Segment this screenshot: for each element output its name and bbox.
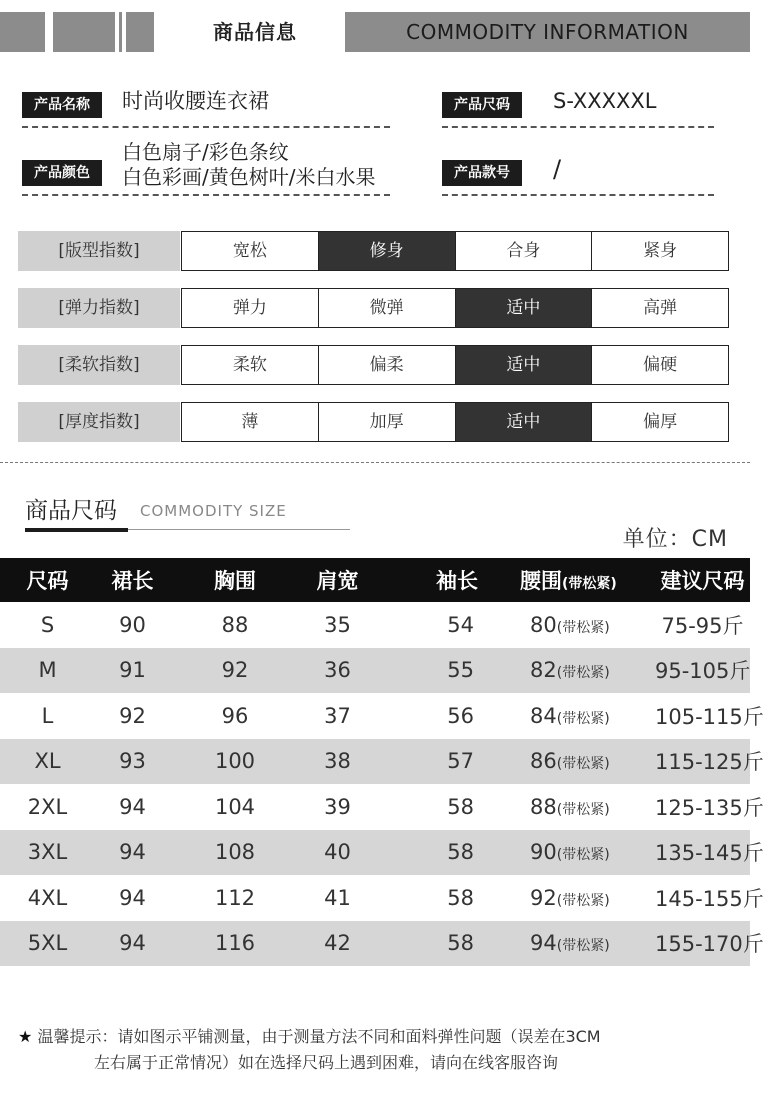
divider <box>442 126 714 128</box>
col-header-recommend: 建议尺码 <box>655 558 750 602</box>
cell-size: 2XL <box>27 794 68 819</box>
cell-length: 94 <box>95 921 170 967</box>
table-row <box>0 921 750 967</box>
product-size-value: S-XXXXXL <box>553 89 657 113</box>
page-title: 商品信息 <box>213 20 297 44</box>
cell-sleeve-value: 57 <box>447 749 474 774</box>
col-header-sleeve <box>375 558 520 602</box>
cell-sleeve-value: 58 <box>447 885 474 910</box>
cell-sleeve <box>375 784 520 830</box>
header-decor-block <box>0 12 45 52</box>
index-label: [弹力指数] <box>18 288 180 328</box>
index-option-selected: 适中 <box>456 403 593 441</box>
index-option: 偏柔 <box>319 346 456 384</box>
cell-sleeve <box>375 739 520 785</box>
cell-waist-value: 92 <box>530 885 557 910</box>
cell-length: 90 <box>119 612 146 637</box>
cell-bust: 104 <box>214 794 256 819</box>
header-decor-block <box>126 12 154 52</box>
cell-bust: 96 <box>221 703 249 728</box>
table-row <box>0 602 750 648</box>
index-label: [厚度指数] <box>18 402 180 442</box>
table-row <box>0 830 750 876</box>
cell-sleeve-value: 55 <box>447 658 474 683</box>
cell-waist-value: 86 <box>530 749 557 774</box>
cell-sleeve <box>375 830 520 876</box>
index-option-selected: 修身 <box>319 232 456 270</box>
cell-waist <box>520 648 655 694</box>
cell-waist <box>520 830 655 876</box>
divider <box>22 126 390 128</box>
index-option: 薄 <box>182 403 319 441</box>
cell-length: 93 <box>95 739 170 785</box>
col-header-sleeve-text: 袖长 <box>436 569 478 593</box>
index-option-selected: 适中 <box>456 346 593 384</box>
index-options <box>181 345 729 385</box>
cell-size: XL <box>0 739 95 785</box>
cell-sleeve-value: 58 <box>447 794 474 819</box>
cell-bust: 100 <box>170 739 300 785</box>
product-color-label: 产品颜色 <box>22 160 102 186</box>
index-option-selected: 适中 <box>456 289 593 327</box>
cell-waist <box>520 921 655 967</box>
size-section-title-en: COMMODITY SIZE <box>140 502 287 520</box>
cell-recommend: 125-135斤 <box>655 795 764 820</box>
col-header-waist-text: 腰围 <box>520 569 562 593</box>
product-model-value: / <box>553 155 562 183</box>
cell-waist-note: (带松紧) <box>556 847 610 864</box>
cell-length: 94 <box>119 885 146 910</box>
cell-size: 3XL <box>0 830 95 876</box>
cell-sleeve <box>375 921 520 967</box>
index-option: 紧身 <box>643 241 678 261</box>
index-row-softness <box>18 345 728 385</box>
product-color-line2: 白色彩画/黄色树叶/米白水果 <box>122 165 376 189</box>
col-header-waist <box>520 558 655 602</box>
cell-shoulder: 41 <box>324 885 351 910</box>
cell-sleeve <box>375 648 520 694</box>
cell-waist-note: (带松紧) <box>556 892 610 909</box>
table-row <box>0 739 750 785</box>
cell-waist <box>520 693 655 739</box>
index-option: 微弹 <box>319 289 456 327</box>
star-icon: ★ <box>18 1027 33 1046</box>
cell-sleeve-value: 54 <box>447 612 474 637</box>
cell-sleeve-value: 58 <box>447 931 474 956</box>
cell-sleeve <box>375 602 520 648</box>
cell-recommend: 75-95斤 <box>661 613 744 638</box>
index-option: 柔软 <box>182 346 319 384</box>
cell-shoulder: 38 <box>300 739 375 785</box>
table-row <box>0 693 750 739</box>
cell-waist-value: 88 <box>530 794 557 819</box>
index-option: 合身 <box>456 232 593 270</box>
cell-size: L <box>41 703 54 728</box>
title-underline <box>25 528 128 532</box>
col-header-shoulder: 肩宽 <box>300 558 375 602</box>
cell-length: 94 <box>119 794 146 819</box>
section-separator <box>0 462 750 463</box>
divider <box>442 194 714 196</box>
product-color-line1: 白色扇子/彩色条纹 <box>122 140 289 164</box>
cell-waist-note: (带松紧) <box>556 619 610 636</box>
cell-sleeve <box>375 693 520 739</box>
cell-waist-value: 84 <box>530 703 557 728</box>
cell-waist-value: 82 <box>530 658 557 683</box>
index-option: 弹力 <box>182 289 319 327</box>
index-row-elasticity <box>18 288 728 328</box>
tip-line2: 左右属于正常情况）如在选择尺码上遇到困难，请向在线客服咨询 <box>94 1053 559 1072</box>
cell-bust: 116 <box>170 921 300 967</box>
cell-size: 4XL <box>27 885 68 910</box>
tip-line1 <box>18 1024 738 1047</box>
index-option: 宽松 <box>182 232 319 270</box>
cell-bust: 88 <box>221 612 249 637</box>
cell-waist <box>520 739 655 785</box>
cell-shoulder: 36 <box>300 648 375 694</box>
cell-waist-value: 94 <box>530 931 557 956</box>
cell-sleeve-value: 58 <box>447 840 474 865</box>
cell-bust: 108 <box>170 830 300 876</box>
index-option: 加厚 <box>319 403 456 441</box>
product-size-label: 产品尺码 <box>442 92 522 118</box>
cell-waist-note: (带松紧) <box>556 756 610 773</box>
index-options <box>181 288 729 328</box>
title-underline <box>128 529 350 530</box>
cell-waist-note: (带松紧) <box>556 801 610 818</box>
header-decor-block <box>53 12 115 52</box>
cell-recommend: 95-105斤 <box>655 648 750 694</box>
product-name-value: 时尚收腰连衣裙 <box>122 89 269 113</box>
index-row-fit <box>18 231 728 271</box>
cell-shoulder: 39 <box>324 794 351 819</box>
col-header-bust: 胸围 <box>170 558 300 602</box>
cell-waist-note: (带松紧) <box>556 710 610 727</box>
cell-recommend: 115-125斤 <box>655 739 750 785</box>
cell-waist <box>520 602 655 648</box>
cell-waist <box>520 875 655 921</box>
index-options <box>181 402 729 442</box>
cell-bust: 92 <box>170 648 300 694</box>
table-header-row <box>0 558 750 602</box>
col-header-waist-note: (带松紧) <box>562 576 617 592</box>
cell-recommend: 105-115斤 <box>655 704 764 729</box>
page-title-en: COMMODITY INFORMATION <box>345 12 750 52</box>
cell-waist-value: 80 <box>530 612 557 637</box>
cell-bust: 112 <box>214 885 256 910</box>
cell-recommend: 145-155斤 <box>655 886 764 911</box>
product-name-label: 产品名称 <box>22 92 102 118</box>
table-row <box>0 875 750 921</box>
cell-length: 94 <box>95 830 170 876</box>
unit-label: 单位：CM <box>622 527 728 552</box>
divider <box>22 194 390 196</box>
cell-recommend: 135-145斤 <box>655 830 750 876</box>
table-row <box>0 648 750 694</box>
index-label: [柔软指数] <box>18 345 180 385</box>
index-option: 偏厚 <box>643 412 678 432</box>
cell-waist <box>520 784 655 830</box>
cell-waist-note: (带松紧) <box>556 665 610 682</box>
index-option: 偏硬 <box>643 355 678 375</box>
size-section-title: 商品尺码 <box>25 498 117 524</box>
cell-shoulder: 40 <box>300 830 375 876</box>
cell-length: 91 <box>95 648 170 694</box>
cell-size: 5XL <box>0 921 95 967</box>
cell-waist-value: 90 <box>530 840 557 865</box>
cell-sleeve-value: 56 <box>447 703 474 728</box>
size-table <box>0 558 764 966</box>
header-decor-block <box>119 12 122 52</box>
cell-sleeve <box>375 875 520 921</box>
tip-text1: 温馨提示：请如图示平铺测量，由于测量方法不同和面料弹性问题（误差在3CM <box>37 1027 601 1046</box>
cell-size: S <box>40 612 55 637</box>
cell-shoulder: 42 <box>300 921 375 967</box>
cell-size: M <box>0 648 95 694</box>
table-row <box>0 784 750 830</box>
index-options <box>181 231 729 271</box>
index-label: [版型指数] <box>18 231 180 271</box>
col-header-length: 裙长 <box>95 558 170 602</box>
col-header-size: 尺码 <box>0 558 95 602</box>
cell-length: 92 <box>119 703 146 728</box>
cell-recommend: 155-170斤 <box>655 921 750 967</box>
product-model-label: 产品款号 <box>442 160 522 186</box>
cell-shoulder: 37 <box>324 703 351 728</box>
cell-shoulder: 35 <box>324 612 351 637</box>
cell-waist-note: (带松紧) <box>556 938 610 955</box>
index-row-thickness <box>18 402 728 442</box>
index-option: 高弹 <box>643 298 678 318</box>
